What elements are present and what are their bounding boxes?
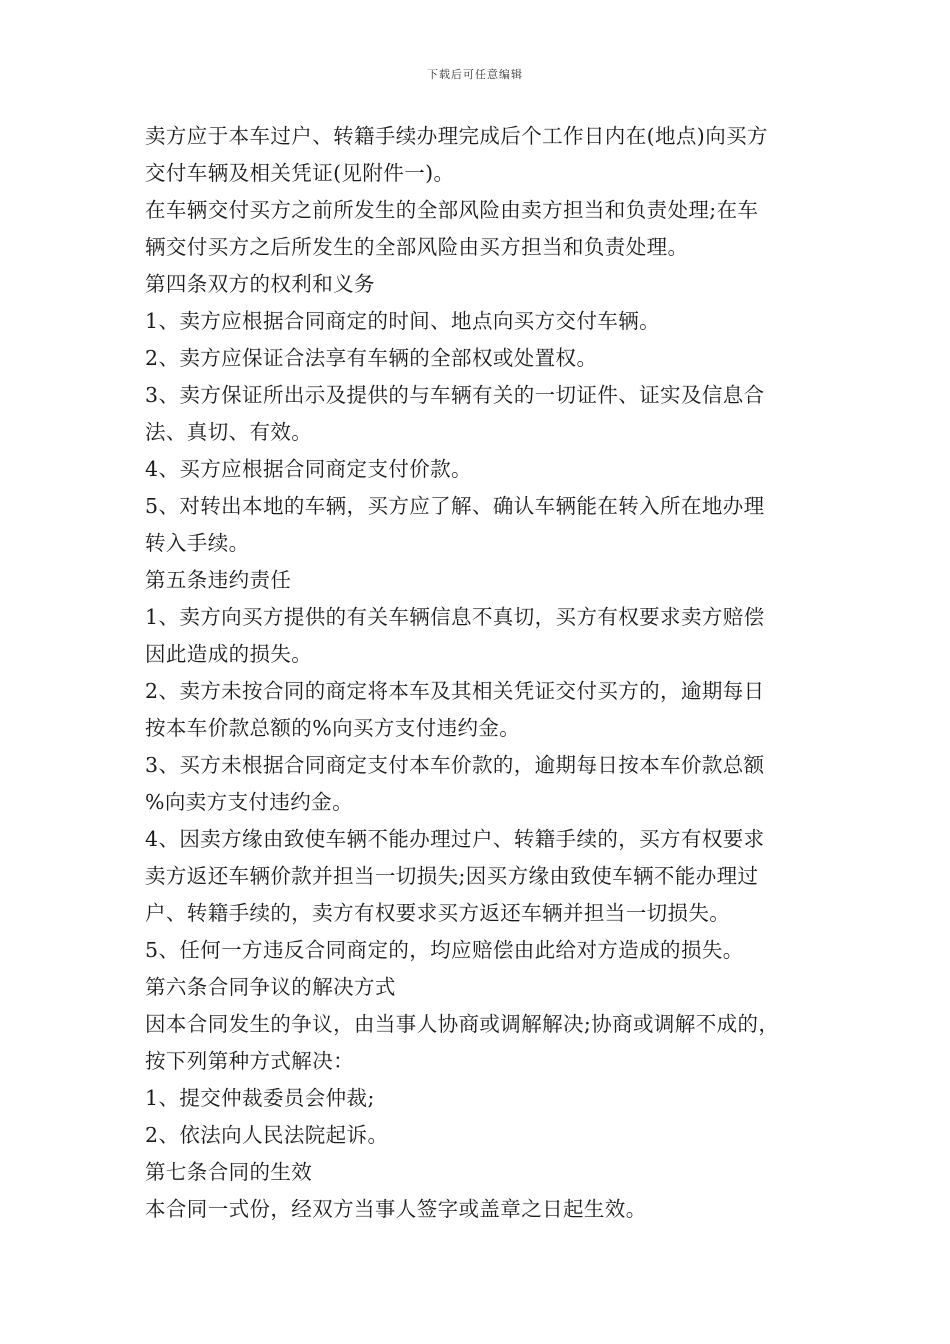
text-line: 辆交付买方之后所发生的全部风险由买方担当和负责处理。 <box>145 235 689 259</box>
text-line: 户、转籍手续的，卖方有权要求买方返还车辆并担当一切损失。 <box>145 901 731 925</box>
text-line: 卖方返还车辆价款并担当一切损失;因买方缘由致使车辆不能办理过 <box>145 864 759 888</box>
section-heading: 第四条双方的权利和义务 <box>145 272 375 296</box>
section-heading: 第五条违约责任 <box>145 568 292 592</box>
text-line: 5、对转出本地的车辆，买方应了解、确认车辆能在转入所在地办理 <box>145 494 765 518</box>
text-line: 2、卖方未按合同的商定将本车及其相关凭证交付买方的，逾期每日 <box>145 679 765 703</box>
text-line: 法、真切、有效。 <box>145 420 313 444</box>
text-line: 转入手续。 <box>145 531 250 555</box>
document-body <box>145 118 825 1228</box>
text-line: 4、买方应根据合同商定支付价款。 <box>145 457 472 481</box>
text-line: 4、因卖方缘由致使车辆不能办理过户、转籍手续的，买方有权要求 <box>145 827 765 851</box>
text-line: 因本合同发生的争议，由当事人协商或调解解决;协商或调解不成的， <box>145 1012 780 1036</box>
text-line: 1、卖方向买方提供的有关车辆信息不真切，买方有权要求卖方赔偿 <box>145 605 765 629</box>
text-line: 按本车价款总额的%向买方支付违约金。 <box>145 716 521 740</box>
text-line: 卖方应于本车过户、转籍手续办理完成后个工作日内在(地点)向买方 <box>145 124 768 148</box>
text-line: 1、卖方应根据合同商定的时间、地点向买方交付车辆。 <box>145 309 661 333</box>
text-line: 1、提交仲裁委员会仲裁; <box>145 1086 375 1110</box>
text-line: 在车辆交付买方之前所发生的全部风险由卖方担当和负责处理;在车 <box>145 198 759 222</box>
text-line: %向卖方支付违约金。 <box>145 790 353 814</box>
page-header: 下载后可任意编辑 <box>427 68 523 81</box>
text-line: 3、买方未根据合同商定支付本车价款的，逾期每日按本车价款总额 <box>145 753 765 777</box>
section-heading: 第七条合同的生效 <box>145 1160 313 1184</box>
text-line: 交付车辆及相关凭证(见附件一)。 <box>145 161 455 185</box>
text-line: 本合同一式份，经双方当事人签字或盖章之日起生效。 <box>145 1197 647 1221</box>
text-line: 2、依法向人民法院起诉。 <box>145 1123 389 1147</box>
text-line: 2、卖方应保证合法享有车辆的全部权或处置权。 <box>145 346 598 370</box>
text-line: 因此造成的损失。 <box>145 642 313 666</box>
text-line: 5、任何一方违反合同商定的，均应赔偿由此给对方造成的损失。 <box>145 938 744 962</box>
text-line: 3、卖方保证所出示及提供的与车辆有关的一切证件、证实及信息合 <box>145 383 765 407</box>
text-line: 按下列第种方式解决： <box>145 1049 354 1073</box>
section-heading: 第六条合同争议的解决方式 <box>145 975 396 999</box>
